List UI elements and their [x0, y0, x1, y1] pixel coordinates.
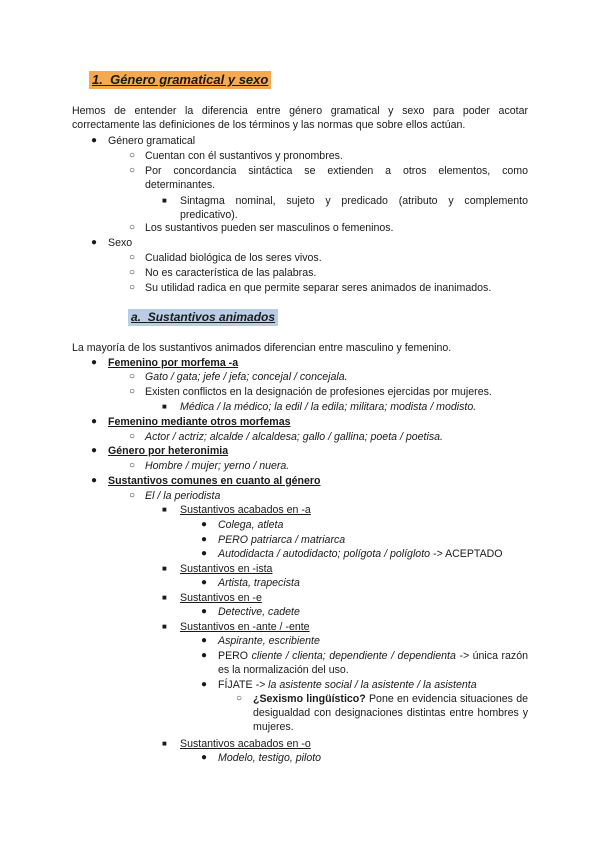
fem-morfema-label: Femenino por morfema -a — [108, 357, 239, 369]
bullet-circle-icon: ○ — [129, 460, 136, 471]
comunes-label: Sustantivos comunes en cuanto al género — [108, 475, 321, 487]
bullet-circle-icon: ○ — [236, 693, 243, 704]
bullet-disc-icon: ● — [201, 606, 208, 617]
bullet-circle-icon: ○ — [129, 252, 136, 263]
sexo-label: Sexo — [108, 237, 133, 249]
bullet-disc-icon: ● — [201, 577, 208, 588]
list-item: Su utilidad radica en que permite separar seres animados de inanimados. — [145, 282, 492, 294]
group-label: Sustantivos en -ante / -ente — [180, 621, 310, 633]
bullet-circle-icon: ○ — [129, 150, 136, 161]
bullet-disc-icon: ● — [91, 416, 98, 427]
list-item: Modelo, testigo, piloto — [218, 752, 322, 764]
list-item: No es característica de las palabras. — [145, 267, 317, 279]
bullet-square-icon: ■ — [162, 505, 167, 514]
bullet-disc-icon: ● — [91, 357, 98, 368]
bullet-circle-icon: ○ — [129, 386, 136, 397]
bullet-circle-icon: ○ — [129, 371, 136, 382]
bullet-disc-icon: ● — [201, 679, 208, 690]
list-item: ¿Sexismo lingüístico? Pone en evidencia situaciones de desigualdad con designaciones distintas entre hombres y mujeres. — [253, 693, 529, 733]
list-item: Aspirante, escribiente — [218, 635, 320, 647]
group-label: Sustantivos acabados en -o — [180, 738, 311, 750]
section-a-intro: La mayoría de los sustantivos animados diferencian entre masculino y femenino. — [72, 342, 452, 354]
bullet-circle-icon: ○ — [129, 282, 136, 293]
bullet-disc-icon: ● — [91, 135, 98, 146]
group-label: Sustantivos en -ista — [180, 563, 273, 575]
bullet-disc-icon: ● — [91, 445, 98, 456]
heteronimia-label: Género por heteronimia — [108, 445, 229, 457]
list-item: Autodidacta / autodidacto; polígota / polígloto -> ACEPTADO — [218, 548, 503, 560]
bullet-square-icon: ■ — [162, 622, 167, 631]
list-item: Cuentan con él sustantivos y pronombres. — [145, 150, 343, 162]
bullet-disc-icon: ● — [201, 519, 208, 530]
list-item: Colega, atleta — [218, 519, 284, 531]
list-item: Por concordancia sintáctica se extienden a otros elementos, como determinantes. — [145, 165, 528, 191]
section-1-heading: 1. Género gramatical y sexo — [89, 71, 271, 89]
list-item: Gato / gata; jefe / jefa; concejal / concejala. — [145, 371, 348, 383]
group-label: Sustantivos acabados en -a — [180, 504, 311, 516]
group-label: Sustantivos en -e — [180, 592, 262, 604]
list-item: El / la periodista — [145, 490, 221, 502]
genero-label: Género gramatical — [108, 135, 196, 147]
bullet-disc-icon: ● — [201, 548, 208, 559]
list-item: Artista, trapecista — [218, 577, 300, 589]
list-item: Existen conflictos en la designación de profesiones ejercidas por mujeres. — [145, 386, 492, 398]
bullet-disc-icon: ● — [201, 635, 208, 646]
list-item: Detective, cadete — [218, 606, 300, 618]
bullet-disc-icon: ● — [201, 534, 208, 545]
list-item: Cualidad biológica de los seres vivos. — [145, 252, 322, 264]
list-item: PERO cliente / clienta; dependiente / dependienta -> única razón es la normalización del uso. — [218, 650, 528, 676]
list-item: Actor / actriz; alcalde / alcaldesa; gallo / gallina; poeta / poetisa. — [145, 431, 443, 443]
intro-paragraph: Hemos de entender la diferencia entre género gramatical y sexo para poder acotar correctamente las definiciones de los términos y las normas que sobre ellos actúan. — [72, 105, 528, 131]
bullet-square-icon: ■ — [162, 593, 167, 602]
list-item: Sintagma nominal, sujeto y predicado (atributo y complemento predicativo). — [180, 195, 528, 221]
bullet-disc-icon: ● — [91, 237, 98, 248]
bullet-circle-icon: ○ — [129, 165, 136, 176]
bullet-circle-icon: ○ — [129, 490, 136, 501]
bullet-square-icon: ■ — [162, 196, 167, 205]
bullet-square-icon: ■ — [162, 739, 167, 748]
list-item: Los sustantivos pueden ser masculinos o femeninos. — [145, 222, 394, 234]
list-item: PERO patriarca / matriarca — [218, 534, 346, 546]
list-item: Hombre / mujer; yerno / nuera. — [145, 460, 290, 472]
bullet-disc-icon: ● — [201, 752, 208, 763]
list-item: Médica / la médico; la edil / la edila; militara; modista / modisto. — [180, 401, 477, 413]
bullet-circle-icon: ○ — [129, 431, 136, 442]
bullet-circle-icon: ○ — [129, 267, 136, 278]
bullet-disc-icon: ● — [91, 475, 98, 486]
bullet-square-icon: ■ — [162, 402, 167, 411]
list-item: FÍJATE -> la asistente social / la asistente / la asistenta — [218, 679, 477, 691]
bullet-circle-icon: ○ — [129, 222, 136, 233]
bullet-disc-icon: ● — [201, 650, 208, 661]
bullet-square-icon: ■ — [162, 564, 167, 573]
fem-otros-label: Femenino mediante otros morfemas — [108, 416, 291, 428]
section-a-heading: a. Sustantivos animados — [128, 309, 278, 326]
